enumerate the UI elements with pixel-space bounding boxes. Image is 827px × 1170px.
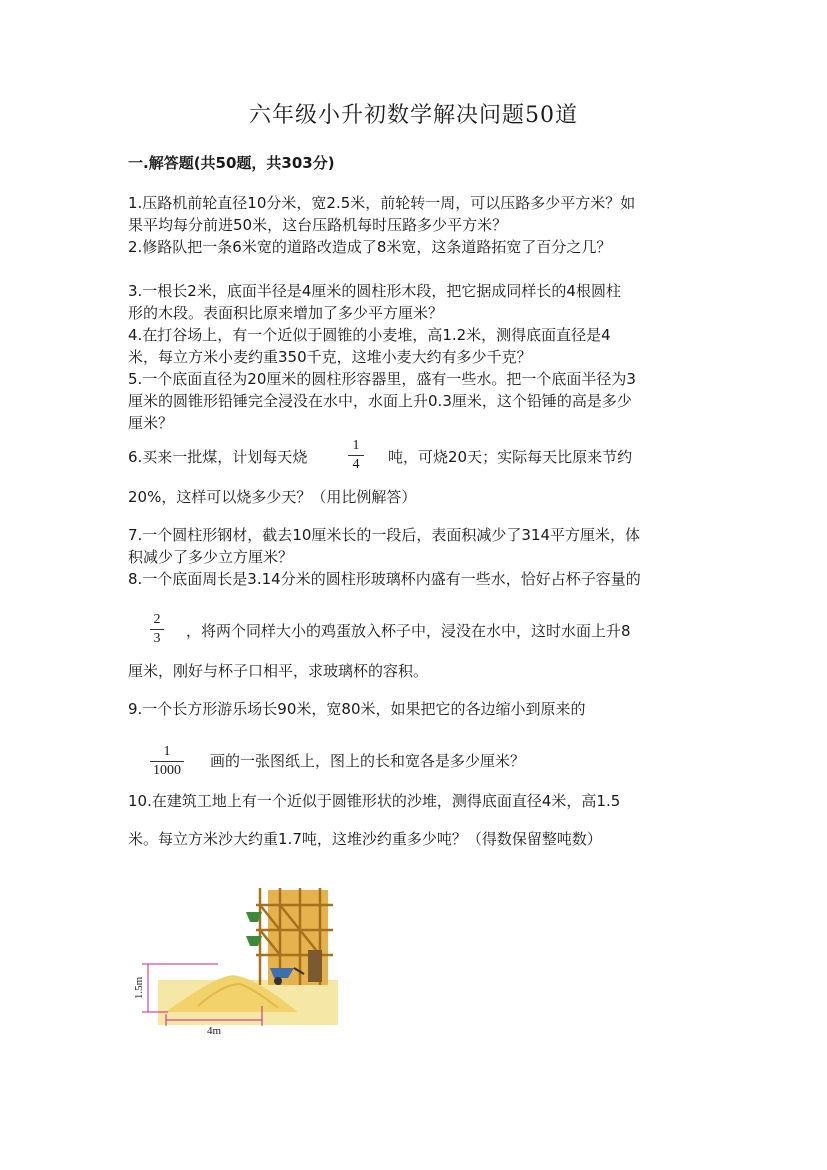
q8-frac-num: 2 — [153, 612, 161, 627]
q9-line1: 9.一个长方形游乐场长90米，宽80米，如果把它的各边缩小到原来的 — [128, 700, 586, 718]
q4-line2: 米，每立方米小麦约重350千克，这堆小麦大约有多少千克？ — [128, 348, 532, 366]
q9-fraction — [150, 744, 184, 779]
q9-frac-num: 1 — [163, 744, 171, 759]
q6-line2: 20%，这样可以烧多少天？（用比例解答） — [128, 488, 417, 506]
q6-frac-bar — [348, 455, 364, 456]
q9-part2: 画的一张图纸上，图上的长和宽各是多少厘米？ — [210, 752, 526, 770]
q8-part2: ，将两个同样大小的鸡蛋放入杯子中，浸没在水中，这时水面上升8 — [186, 622, 631, 640]
q3-line1: 3.一根长2米，底面半径是4厘米的圆柱形木段，把它据成同样长的4根圆柱 — [128, 282, 621, 300]
q6-part2: 吨，可烧20天；实际每天比原来节约 — [388, 448, 633, 466]
q1-line1: 1.压路机前轮直径10分米，宽2.5米，前轮转一周，可以压路多少平方米？如 — [128, 194, 636, 212]
q2-line1: 2.修路队把一条6米宽的道路改造成了8米宽，这条道路拓宽了百分之几？ — [128, 238, 612, 256]
q5-line1: 5.一个底面直径为20厘米的圆柱形容器里，盛有一些水。把一个底面半径为3 — [128, 370, 636, 388]
q1-line2: 果平均每分前进50米，这台压路机每时压路多少平方米？ — [128, 216, 508, 234]
q8-frac-den: 3 — [153, 631, 161, 646]
section-heading: 一.解答题(共50题，共303分) — [128, 154, 335, 172]
q8-line3: 厘米，刚好与杯子口相平，求玻璃杯的容积。 — [128, 662, 429, 680]
sand-pile-illustration — [128, 880, 338, 1040]
q6-fraction — [348, 438, 364, 473]
q8-frac-bar — [150, 629, 164, 630]
q6-part1: 6.买来一批煤，计划每天烧 — [128, 448, 308, 466]
q6-frac-num: 1 — [352, 438, 360, 453]
q7-line2: 积减少了多少立方厘米？ — [128, 548, 294, 566]
page-title: 六年级小升初数学解决问题50道 — [249, 103, 578, 128]
q9-frac-bar — [150, 761, 184, 762]
q5-line2: 厘米的圆锥形铅锤完全浸没在水中，水面上升0.3厘米，这个铅锤的高是多少 — [128, 392, 632, 410]
q4-line1: 4.在打谷场上，有一个近似于圆锥的小麦堆，高1.2米，测得底面直径是4 — [128, 326, 611, 344]
width-label: 4m — [206, 1025, 222, 1037]
q8-line1: 8.一个底面周长是3.14分米的圆柱形玻璃杯内盛有一些水，恰好占杯子容量的 — [128, 570, 641, 588]
q10-line2: 米。每立方米沙大约重1.7吨，这堆沙约重多少吨？（得数保留整吨数） — [128, 830, 602, 848]
q3-line2: 形的木段。表面积比原来增加了多少平方厘米？ — [128, 304, 444, 322]
q10-line1: 10.在建筑工地上有一个近似于圆锥形状的沙堆，测得底面直径4米，高1.5 — [128, 792, 621, 810]
building-door — [308, 950, 322, 982]
height-label: 1.5m — [133, 976, 145, 1000]
q6-frac-den: 4 — [352, 457, 360, 472]
q7-line1: 7.一个圆柱形钢材，截去10厘米长的一段后，表面积减少了314平方厘米，体 — [128, 526, 641, 544]
q9-frac-den: 1000 — [153, 763, 181, 778]
q5-line3: 厘米？ — [128, 414, 174, 432]
q8-fraction — [150, 612, 164, 647]
